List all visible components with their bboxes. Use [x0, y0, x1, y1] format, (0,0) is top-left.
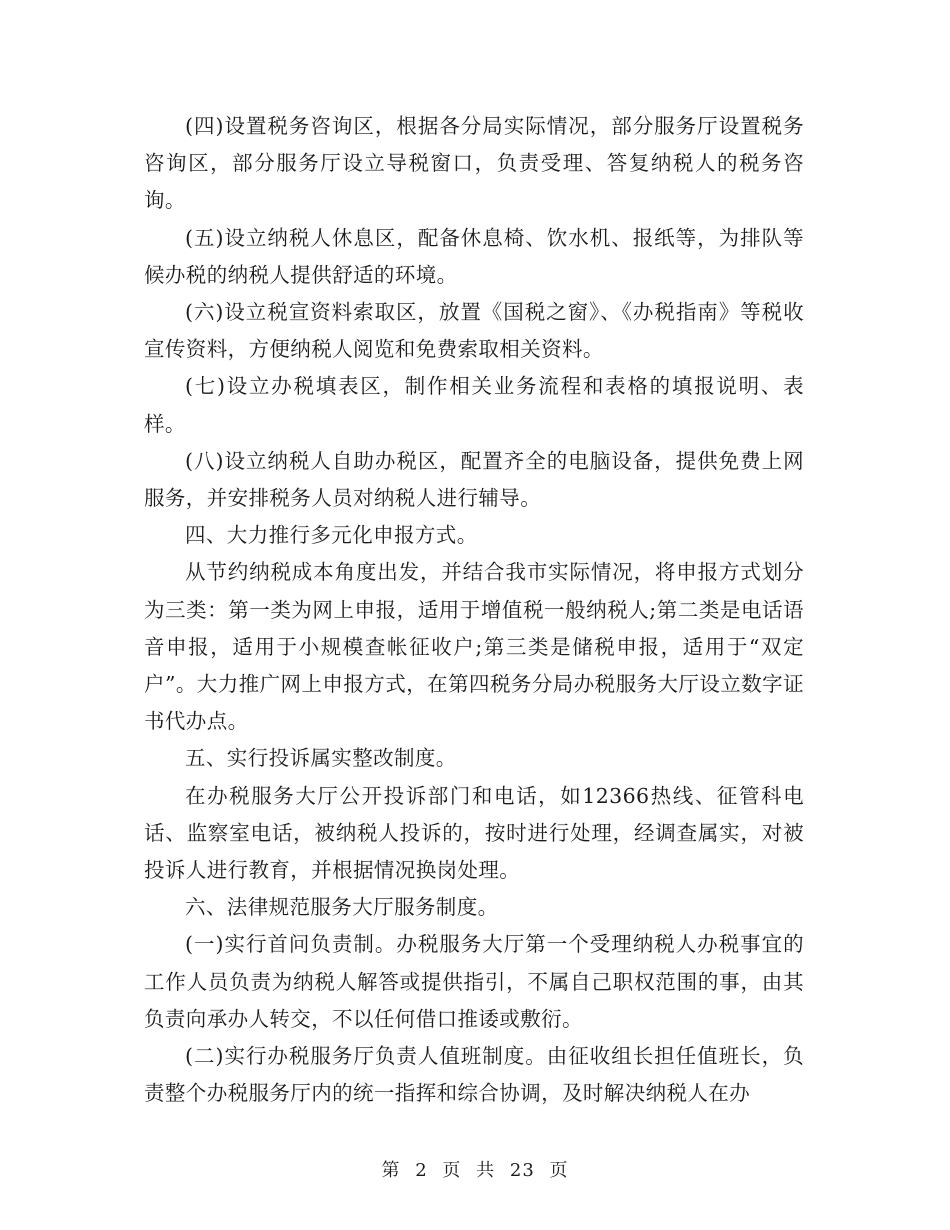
paragraph: 从节约纳税成本角度出发，并结合我市实际情况，将申报方式划分为三类：第一类为网上申报，适用于增值税一般纳税人;第二类是电话语音申报，适用于小规模查帐征收户;第三类是储税申报，适用于“双定户”。大力推广网上申报方式，在第四税务分局办税服务大厅设立数字证书代办点。 — [144, 560, 804, 734]
document-body — [144, 108, 804, 1112]
total-prefix: 共 — [476, 1160, 496, 1181]
paragraph: (五)设立纳税人休息区，配备休息椅、饮水机、报纸等，为排队等候办税的纳税人提供舒适的环境。 — [144, 225, 804, 287]
paragraph: (一)实行首问负责制。办税服务大厅第一个受理纳税人办税事宜的工作人员负责为纳税人解答或提供指引，不属自己职权范围的事，由其负责向承办人转交，不以任何借口推诿或敷衍。 — [144, 932, 804, 1031]
page-number: 2 — [415, 1160, 428, 1181]
section-heading: 五、实行投诉属实整改制度。 — [185, 746, 457, 771]
page-footer — [0, 1156, 950, 1182]
total-pages: 23 — [509, 1160, 535, 1181]
paragraph: (六)设立税宣资料索取区，放置《国税之窗》、《办税指南》等税收宣传资料，方便纳税人阅览和免费索取相关资料。 — [144, 300, 804, 362]
paragraph: (八)设立纳税人自助办税区，配置齐全的电脑设备，提供免费上网服务，并安排税务人员对纳税人进行辅导。 — [144, 448, 804, 511]
page-prefix: 第 — [381, 1160, 401, 1181]
paragraph: 在办税服务大厅公开投诉部门和电话，如12366热线、征管科电话、监察室电话，被纳税人投诉的，按时进行处理，经调查属实，对被投诉人进行教育，并根据情况换岗处理。 — [144, 783, 804, 883]
section-heading: 四、大力推行多元化申报方式。 — [185, 523, 478, 548]
total-unit: 页 — [549, 1160, 569, 1181]
paragraph: (四)设置税务咨询区，根据各分局实际情况，部分服务厅设置税务咨询区，部分服务厅设立导税窗口，负责受理、答复纳税人的税务咨询。 — [144, 114, 804, 213]
section-heading: 六、法律规范服务大厅服务制度。 — [185, 895, 499, 920]
page-unit: 页 — [442, 1160, 462, 1181]
paragraph: (七)设立办税填表区，制作相关业务流程和表格的填报说明、表样。 — [144, 374, 804, 436]
paragraph: (二)实行办税服务厅负责人值班制度。由征收组长担任值班长，负责整个办税服务厅内的统一指挥和综合协调，及时解决纳税人在办 — [144, 1044, 804, 1106]
